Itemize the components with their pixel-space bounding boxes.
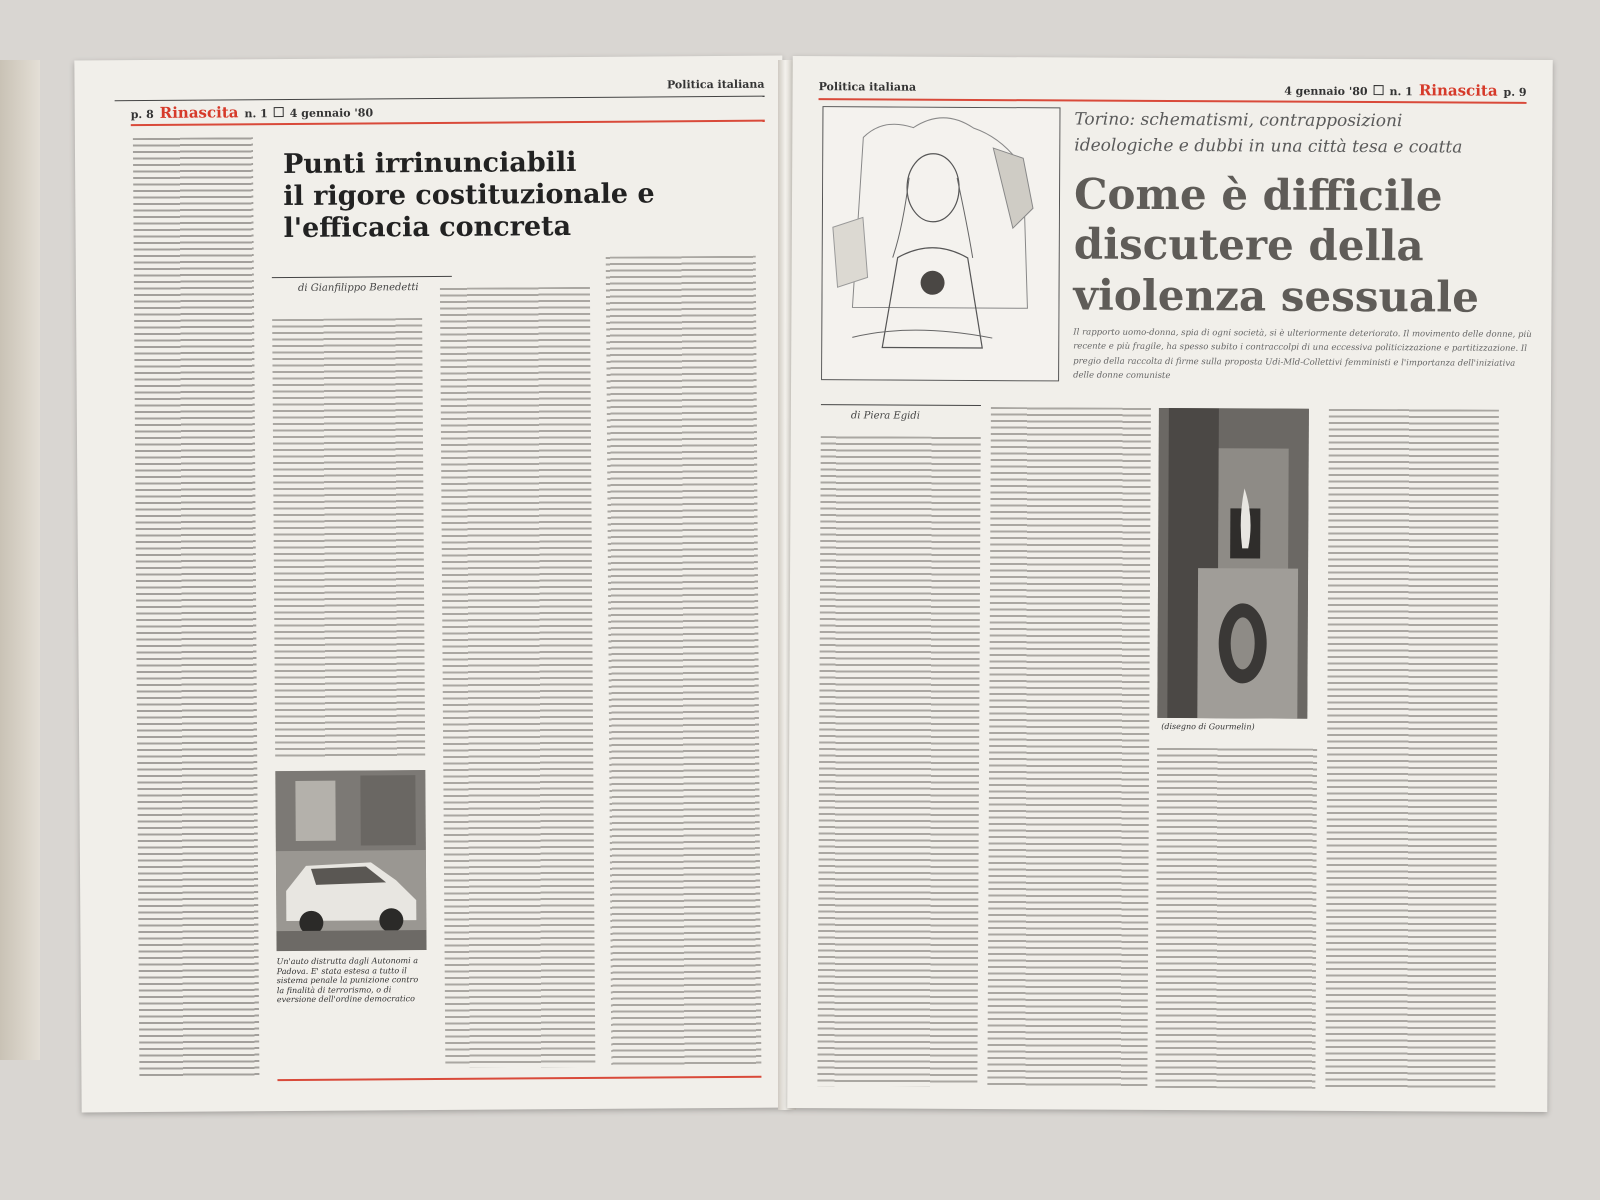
right-article-column-2 bbox=[987, 407, 1151, 1088]
right-byline-rule bbox=[821, 404, 981, 406]
right-article-column-4 bbox=[1325, 409, 1499, 1090]
right-folio bbox=[1284, 81, 1526, 100]
right-magazine-logo: Rinascita bbox=[1418, 81, 1498, 100]
left-page-number: p. 8 bbox=[130, 107, 154, 122]
right-kicker-line-1: Torino: schematismi, contrapposizioni bbox=[1074, 109, 1403, 132]
right-headline bbox=[1073, 169, 1534, 323]
left-top-rule bbox=[115, 96, 765, 102]
left-headline-line-3: l'efficacia concreta bbox=[283, 210, 572, 244]
right-section-header: Politica italiana bbox=[818, 80, 917, 94]
left-headline-line-1: Punti irrinunciabili bbox=[282, 146, 577, 181]
left-folio-box bbox=[274, 107, 284, 117]
right-illustration-caption: (disegno di Gourmelin) bbox=[1161, 721, 1255, 732]
left-headline bbox=[283, 146, 704, 245]
right-byline: di Piera Egidi bbox=[850, 410, 920, 422]
right-headline-line-1: Come è difficile bbox=[1073, 169, 1443, 221]
left-article-column-2 bbox=[272, 318, 425, 759]
left-byline: di Gianfilippo Benedetti bbox=[297, 282, 419, 294]
left-folio bbox=[131, 102, 373, 122]
right-article-column-3 bbox=[1155, 748, 1317, 1089]
woman-drawing bbox=[822, 107, 1059, 380]
right-date: 4 gennaio '80 bbox=[1284, 84, 1368, 99]
car-photo-graphic bbox=[275, 770, 426, 951]
left-photo-caption: Un'auto distrutta dagli Autonomi a Padova. E' stata estesa a tutto il sistema penale la punizione contro la finalità di terrorismo, o di eversione dell'ordine democratico bbox=[276, 956, 419, 1005]
right-headline-line-2: discutere della bbox=[1073, 219, 1424, 271]
left-article-column-4 bbox=[606, 256, 762, 1067]
left-issue-number: n. 1 bbox=[244, 107, 268, 121]
right-standfirst: Il rapporto uomo-donna, spia di ogni società, si è ulteriormente deteriorato. Il movimento delle donne, più recente e più fragile, ha spesso subito i contraccolpi di una eccessiva politicizzazione e partitizzazione. Il pregio della raccolta di firme sulla proposta Udi-Mld-Collettivi femministi e l'importanza dell'iniziativa delle donne comuniste bbox=[1073, 327, 1532, 382]
right-headline-line-3: violenza sessuale bbox=[1073, 270, 1479, 322]
left-page bbox=[74, 56, 789, 1113]
tower-illustration bbox=[1157, 408, 1309, 719]
tower-drawing bbox=[1157, 408, 1309, 719]
left-date: 4 gennaio '80 bbox=[289, 106, 374, 120]
left-headline-line-2: il rigore costituzionale e bbox=[283, 178, 655, 212]
left-section-header: Politica italiana bbox=[666, 77, 765, 92]
right-kicker-line-2: ideologiche e dubbi in una città tesa e coatta bbox=[1074, 134, 1463, 158]
left-byline-rule bbox=[272, 276, 452, 278]
right-issue-number: n. 1 bbox=[1389, 85, 1413, 99]
left-bottom-red-rule bbox=[277, 1076, 761, 1081]
right-kicker bbox=[1074, 107, 1534, 160]
left-magazine-logo: Rinascita bbox=[159, 103, 239, 122]
right-article-column-1 bbox=[817, 436, 980, 1087]
woman-illustration bbox=[821, 106, 1060, 381]
right-page-number: p. 9 bbox=[1503, 85, 1527, 99]
destroyed-car-photo bbox=[275, 770, 426, 951]
left-article-column-1 bbox=[133, 137, 260, 1078]
right-page bbox=[787, 56, 1552, 1112]
right-folio-box bbox=[1374, 85, 1384, 95]
background-edge bbox=[0, 60, 40, 1060]
left-article-column-3 bbox=[440, 287, 595, 1068]
